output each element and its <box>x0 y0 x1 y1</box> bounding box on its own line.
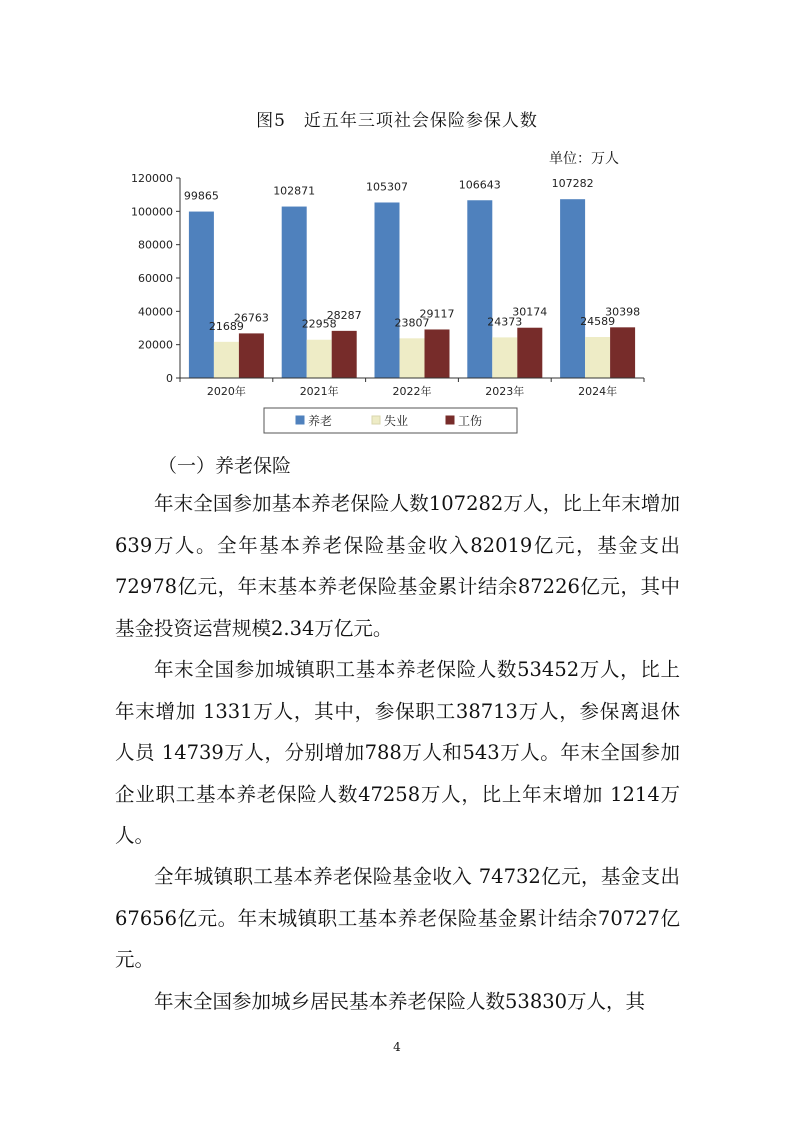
bar-养老 <box>467 200 492 378</box>
figure-unit: 单位：万人 <box>549 151 619 167</box>
data-label: 21689 <box>208 319 244 333</box>
paragraph-4: 年末全国参加城乡居民基本养老保险人数53830万人，其 <box>154 990 646 1013</box>
bar-工伤 <box>332 331 357 378</box>
y-tick-label: 0 <box>166 372 173 385</box>
data-label: 107282 <box>551 177 594 191</box>
legend-label: 工伤 <box>458 414 483 428</box>
bar-失业 <box>492 337 517 378</box>
x-tick-label: 2020年 <box>206 385 246 398</box>
x-tick-label: 2022年 <box>392 385 432 398</box>
paragraph-2: 年末全国参加城镇职工基本养老保险人数53452万人，比上年末增加 1331万人，其中，参保职工38713万人，参保离退休人员 14739万人，分别增加788万人和543万人。年末全国参加企业职工基本养老保险人数47258万人，比上年末增加 1214万人。 <box>115 658 680 847</box>
data-label: 102871 <box>273 184 316 198</box>
data-label: 28287 <box>326 308 362 322</box>
data-label: 29117 <box>419 307 455 321</box>
legend-swatch <box>446 416 454 424</box>
bar-失业 <box>400 338 425 378</box>
data-label: 106643 <box>458 178 501 192</box>
data-label: 99865 <box>183 189 219 203</box>
y-tick-label: 100000 <box>131 205 173 219</box>
legend-swatch <box>296 416 304 424</box>
bar-养老 <box>282 207 307 378</box>
data-label: 24373 <box>487 315 523 329</box>
data-label: 30398 <box>605 305 641 319</box>
data-label: 105307 <box>366 180 408 194</box>
bar-失业 <box>214 342 239 378</box>
bar-养老 <box>560 199 585 378</box>
data-label: 23807 <box>394 316 430 330</box>
bar-失业 <box>307 340 332 378</box>
data-label: 26763 <box>233 311 269 325</box>
section-heading: （一）养老保险 <box>158 455 292 477</box>
x-tick-label: 2024年 <box>578 385 618 398</box>
legend-swatch <box>372 416 380 424</box>
y-tick-label: 60000 <box>138 272 173 285</box>
y-tick-label: 80000 <box>138 238 173 252</box>
figure-title: 图5 近五年三项社会保险参保人数 <box>256 111 538 131</box>
legend-label: 失业 <box>384 414 409 428</box>
x-tick-label: 2023年 <box>485 385 525 398</box>
bar-失业 <box>585 337 610 378</box>
data-label: 30174 <box>512 305 548 319</box>
data-label: 22958 <box>301 317 337 331</box>
bar-工伤 <box>425 329 450 378</box>
y-tick-label: 120000 <box>131 172 173 185</box>
legend-label: 养老 <box>308 414 333 428</box>
bar-工伤 <box>517 328 542 378</box>
page-number: 4 <box>393 1040 401 1054</box>
bar-工伤 <box>239 333 264 378</box>
paragraph-3: 全年城镇职工基本养老保险基金收入 74732亿元，基金支出 67656亿元。年末城镇职工基本养老保险基金累计结余70727亿元。 <box>115 865 680 971</box>
data-label: 24589 <box>580 315 616 329</box>
y-tick-label: 40000 <box>138 305 173 319</box>
bar-养老 <box>375 202 400 378</box>
bar-养老 <box>189 212 214 378</box>
bar-工伤 <box>610 327 635 378</box>
y-tick-label: 20000 <box>138 338 173 352</box>
x-tick-label: 2021年 <box>299 385 339 398</box>
paragraph-1: 年末全国参加基本养老保险人数107282万人，比上年末增加639万人。全年基本养老保险基金收入82019亿元，基金支出72978亿元，年末基本养老保险基金累计结余87226亿元，其中基金投资运营规模2.34万亿元。 <box>115 492 680 640</box>
bar-chart <box>0 0 794 450</box>
